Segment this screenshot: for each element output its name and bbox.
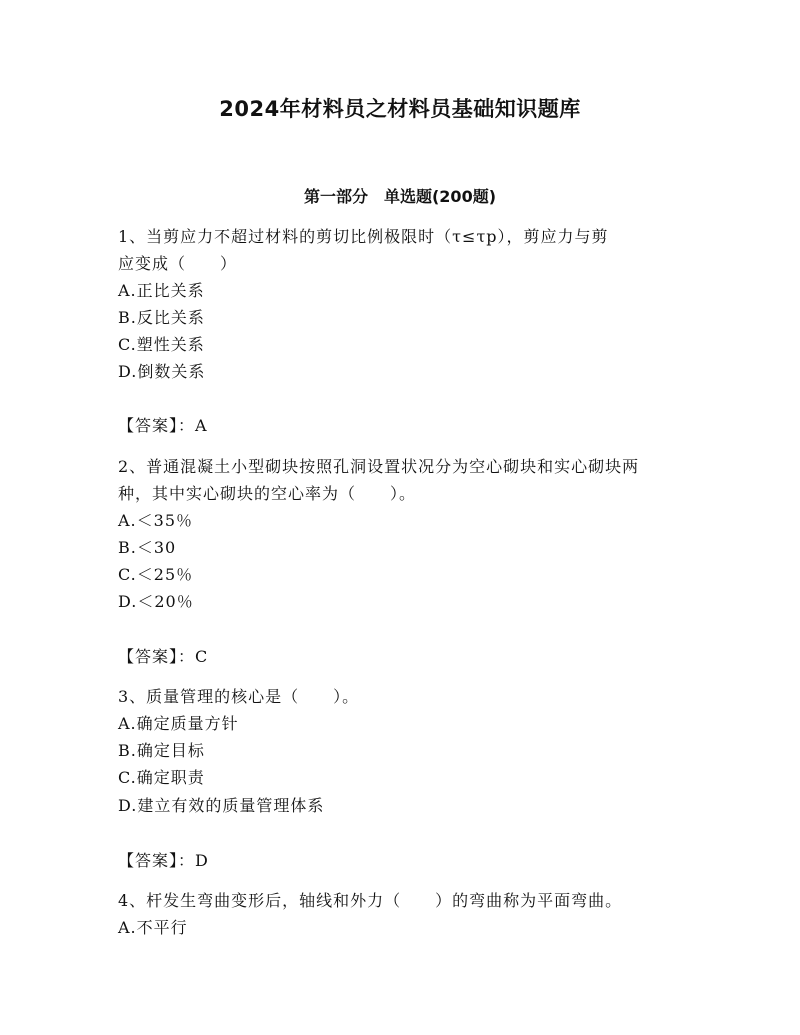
question-1-answer: 【答案】：A xyxy=(118,416,208,435)
question-1-stem-line2: 应变成（ ） xyxy=(118,254,238,273)
question-2-option-a: A.＜35％ xyxy=(118,511,194,530)
question-3-option-c: C.确定职责 xyxy=(118,768,205,787)
question-4-stem-line1: 4、杆发生弯曲变形后，轴线和外力（ ）的弯曲称为平面弯曲。 xyxy=(118,891,623,910)
question-2-option-d: D.＜20％ xyxy=(118,592,194,611)
question-2-stem-line2: 种，其中实心砌块的空心率为（ ）。 xyxy=(118,484,417,503)
question-1-option-c: C.塑性关系 xyxy=(118,335,205,354)
question-1-option-d: D.倒数关系 xyxy=(118,362,206,381)
question-3-option-a: A.确定质量方针 xyxy=(118,714,239,733)
question-2-option-b: B.＜30 xyxy=(118,538,177,557)
question-4-option-a: A.不平行 xyxy=(118,918,188,937)
question-2-option-c: C.＜25％ xyxy=(118,565,194,584)
question-3-option-d: D.建立有效的质量管理体系 xyxy=(118,796,325,815)
question-1-stem-line1: 1、当剪应力不超过材料的剪切比例极限时（τ≤τp），剪应力与剪 xyxy=(118,227,609,246)
question-1-option-a: A.正比关系 xyxy=(118,281,205,300)
document-title: 2024年材料员之材料员基础知识题库 xyxy=(219,97,581,121)
question-3-stem-line1: 3、质量管理的核心是（ ）。 xyxy=(118,687,360,706)
section-heading: 第一部分 单选题(200题) xyxy=(303,187,497,206)
question-1-option-b: B.反比关系 xyxy=(118,308,205,327)
question-2-stem-line1: 2、普通混凝土小型砌块按照孔洞设置状况分为空心砌块和实心砌块两 xyxy=(118,457,640,476)
question-2-answer: 【答案】：C xyxy=(118,647,209,666)
question-3-answer: 【答案】：D xyxy=(118,851,209,870)
question-3-option-b: B.确定目标 xyxy=(118,741,205,760)
